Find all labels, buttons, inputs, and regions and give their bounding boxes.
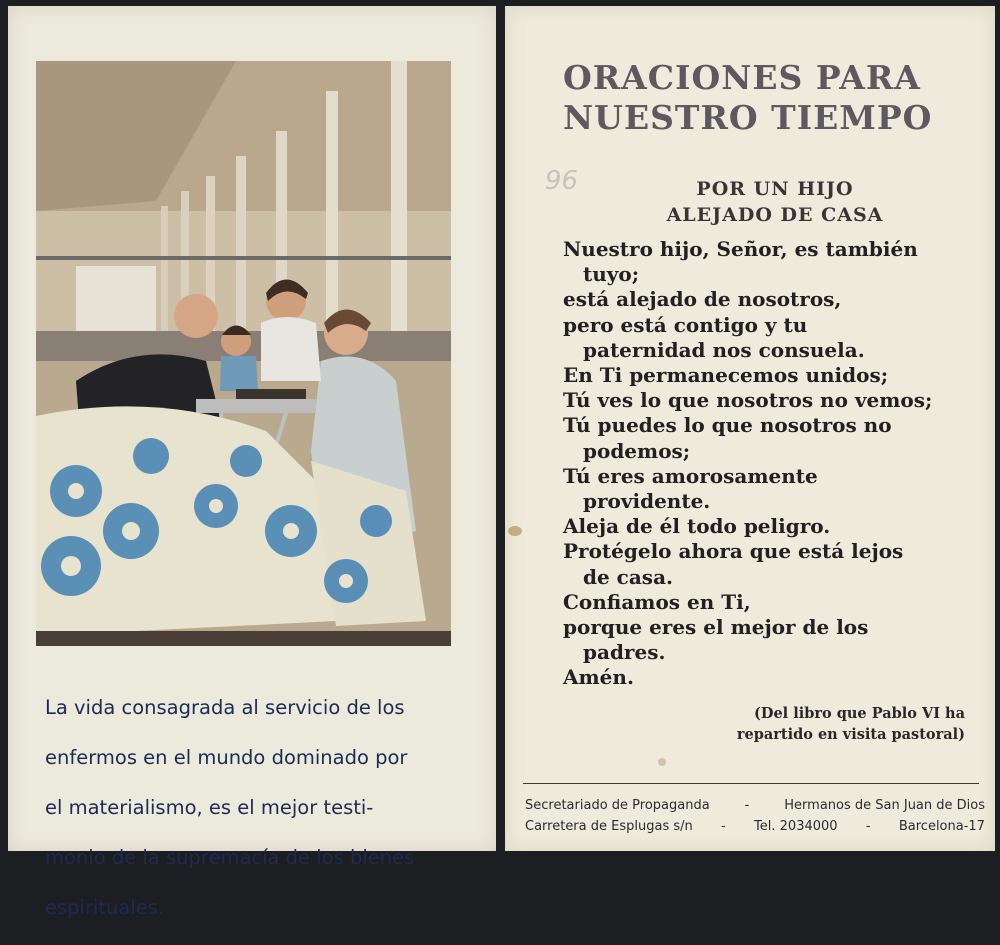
caption-line: monio de la supremacía de los bienes bbox=[45, 846, 415, 869]
prayer-line: porque eres el mejor de los bbox=[563, 615, 869, 640]
caption-text bbox=[45, 670, 465, 945]
caption-line: La vida consagrada al servicio de los bbox=[45, 696, 405, 719]
source-line: (Del libro que Pablo VI ha bbox=[754, 705, 965, 722]
pencil-mark: 96 bbox=[545, 166, 579, 196]
publisher-footer bbox=[525, 795, 985, 837]
prayer-line: Aleja de él todo peligro. bbox=[563, 514, 831, 539]
hospital-photo bbox=[36, 61, 451, 646]
prayer-line: está alejado de nosotros, bbox=[563, 287, 842, 312]
footer-separator: - bbox=[721, 819, 726, 834]
source-line: repartido en visita pastoral) bbox=[736, 726, 965, 743]
paper-stain bbox=[508, 526, 522, 536]
subtitle-line: ALEJADO DE CASA bbox=[666, 204, 884, 226]
footer-separator: - bbox=[744, 798, 750, 813]
prayer-line: paternidad nos consuela. bbox=[583, 337, 865, 362]
left-card bbox=[8, 6, 496, 919]
hospital-ward-illustration bbox=[36, 61, 451, 646]
source-note bbox=[705, 703, 965, 745]
caption-line: espirituales. bbox=[45, 896, 165, 919]
prayer-line: Protégelo ahora que está lejos bbox=[563, 539, 904, 564]
prayer-line: padres. bbox=[583, 640, 666, 665]
footer-separator: - bbox=[865, 819, 871, 834]
prayer-line: Tú eres amorosamente bbox=[563, 463, 818, 488]
footer-publisher: Secretariado de Propaganda bbox=[525, 798, 710, 813]
footer-address: Carretera de Esplugas s/n bbox=[525, 819, 693, 834]
subtitle-line: POR UN HIJO bbox=[696, 178, 854, 200]
prayer-line: En Ti permanecemos unidos; bbox=[563, 363, 889, 388]
prayer-line: Amén. bbox=[563, 665, 634, 690]
page-title bbox=[563, 58, 983, 138]
footer-divider bbox=[523, 783, 979, 784]
footer-row bbox=[525, 795, 985, 816]
prayer-line: pero está contigo y tu bbox=[563, 312, 808, 337]
prayer-line: podemos; bbox=[583, 438, 691, 463]
prayer-line: Tú puedes lo que nosotros no bbox=[563, 413, 892, 438]
right-card bbox=[505, 6, 995, 851]
prayer-text bbox=[563, 237, 983, 691]
caption-line: enfermos en el mundo dominado por bbox=[45, 746, 408, 769]
footer-order: Hermanos de San Juan de Dios bbox=[784, 798, 985, 813]
prayer-line: Confiamos en Ti, bbox=[563, 589, 751, 614]
prayer-line: Tú ves lo que nosotros no vemos; bbox=[563, 388, 933, 413]
footer-phone: Tel. 2034000 bbox=[754, 819, 838, 834]
prayer-subtitle bbox=[605, 176, 945, 228]
prayer-line: de casa. bbox=[583, 564, 673, 589]
title-line: ORACIONES PARA bbox=[563, 58, 921, 97]
prayer-line: providente. bbox=[583, 489, 711, 514]
title-line: NUESTRO TIEMPO bbox=[563, 98, 933, 137]
paper-stain bbox=[658, 758, 666, 766]
footer-row bbox=[525, 816, 985, 837]
prayer-line: Nuestro hijo, Señor, es también bbox=[563, 237, 918, 261]
footer-city: Barcelona-17 bbox=[898, 819, 985, 834]
prayer-line: tuyo; bbox=[583, 262, 640, 287]
caption-line: el materialismo, es el mejor testi- bbox=[45, 796, 374, 819]
